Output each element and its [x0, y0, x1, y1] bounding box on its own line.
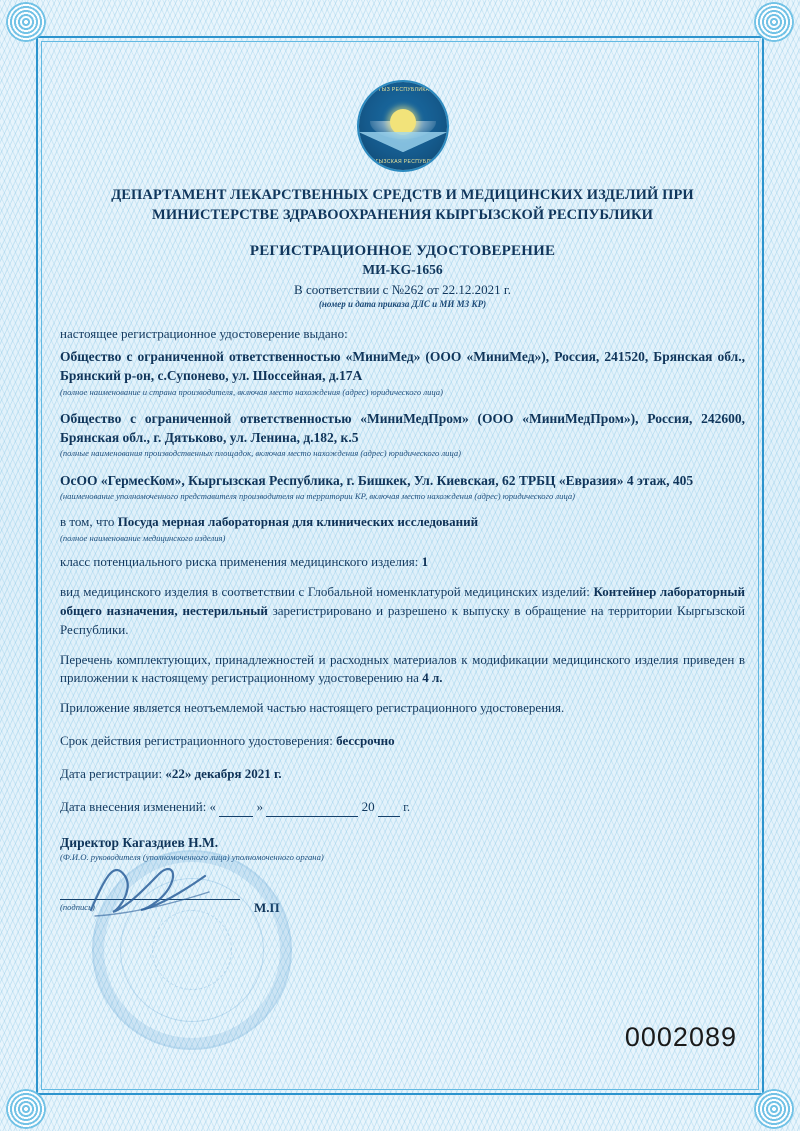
border-band-top: [0, 0, 800, 26]
signature-line[interactable]: [60, 898, 240, 900]
product-line: [60, 513, 745, 532]
amendment-year-blank[interactable]: [378, 816, 400, 817]
registration-date-label: Дата регистрации:: [60, 765, 163, 781]
validity-line: [60, 732, 745, 751]
production-site-text: Общество с ограниченной ответственностью «МиниМедПром» (ООО «МиниМедПром»), Россия, 242600, Брянская обл., г. Дятьково, ул. Ленина, д.182, к.5: [60, 410, 745, 446]
appendix-line: [60, 651, 745, 689]
director-caption: (Ф.И.О. руководителя (уполномоченного лица) уполномоченного органа): [60, 851, 324, 862]
director-name: Директор Кагаздиев Н.М.: [60, 834, 219, 850]
appendix-note: Приложение является неотъемлемой частью настоящего регистрационного удостоверения.: [60, 700, 565, 716]
signature-row: [60, 896, 745, 915]
signature-caption: (подпись): [60, 901, 95, 912]
document-title: РЕГИСТРАЦИОННОЕ УДОСТОВЕРЕНИЕ: [249, 243, 556, 260]
document-number: МИ-KG-1656: [362, 262, 443, 278]
manufacturer-caption: (полное наименование и страна производителя, включая место нахождения (адрес) юридического лица): [60, 386, 443, 397]
corner-rosette-top-right: [754, 2, 794, 42]
product-prefix: в том, что: [60, 514, 115, 530]
order-reference-caption: (номер и дата приказа ДЛС и МИ МЗ КР): [318, 299, 487, 310]
document-content: [60, 60, 745, 1071]
amendment-month-blank[interactable]: [266, 816, 358, 817]
production-site-caption: (полные наименования производственных площадок, включая место нахождения (адрес) юридического лица): [60, 448, 462, 459]
nomenclature-part1: вид медицинского изделия в соответствии с Глобальной номенклатурой медицинских изделий:: [60, 584, 590, 600]
serial-number: 0002089: [624, 1022, 737, 1052]
corner-rosette-top-left: [6, 2, 46, 42]
registration-date-value: «22» декабря 2021 г.: [165, 765, 282, 781]
risk-class-value: 1: [421, 554, 429, 570]
corner-rosette-bottom-right: [754, 1089, 794, 1129]
product-name: Посуда мерная лабораторная для клинических исследований: [117, 514, 479, 530]
validity-label: Срок действия регистрационного удостоверения:: [60, 733, 333, 749]
risk-class-label: класс потенциального риска применения медицинского изделия:: [60, 554, 419, 570]
emblem-mountains: [359, 132, 447, 152]
representative-text: ОсОО «ГермесКом», Кыргызская Республика, г. Бишкек, Ул. Киевская, 62 ТРБЦ «Евразия» 4 этаж, 405: [60, 472, 694, 488]
emblem-ring-text-bottom: КЫРГЫЗСКАЯ РЕСПУБЛИКА: [363, 159, 442, 165]
nomenclature-part2: зарегистрировано и разрешено к выпуску в обращение на территории Кыргызской Республики.: [60, 602, 745, 637]
risk-class-line: [60, 553, 745, 572]
corner-rosette-bottom-left: [6, 1089, 46, 1129]
emblem-container: [60, 82, 745, 170]
issuing-authority-title: ДЕПАРТАМЕНТ ЛЕКАРСТВЕННЫХ СРЕДСТВ И МЕДИЦИНСКИХ ИЗДЕЛИЙ ПРИ МИНИСТЕРСТВЕ ЗДРАВООХРАНЕНИЯ КЫРГЫЗСКОЙ РЕСПУБЛИКИ: [111, 187, 694, 223]
amendment-date-line: [60, 798, 745, 817]
amendment-date-suffix: г.: [403, 798, 411, 814]
amendment-date-mid: »: [256, 798, 264, 814]
amendment-day-blank[interactable]: [219, 816, 253, 817]
registration-date-line: [60, 765, 745, 784]
stamp-label: М.П: [254, 899, 280, 915]
validity-value: бессрочно: [336, 733, 395, 749]
nomenclature-line: [60, 583, 745, 640]
emblem-ring-text-top: КЫРГЫЗ РЕСПУБЛИКАСЫ: [366, 87, 439, 93]
amendment-date-label: Дата внесения изменений: «: [60, 798, 217, 814]
amendment-year-prefix: 20: [361, 798, 375, 814]
product-caption: (полное наименование медицинского изделия): [60, 532, 226, 543]
issued-to-label: настоящее регистрационное удостоверение выдано:: [60, 326, 348, 342]
order-reference: В соответствии с №262 от 22.12.2021 г.: [294, 282, 511, 298]
nomenclature-name: Контейнер лабораторный общего назначения, нестерильный: [60, 584, 746, 618]
appendix-pages: 4 л.: [422, 670, 443, 686]
manufacturer-text: Общество с ограниченной ответственностью «МиниМед» (ООО «МиниМед»), Россия, 241520, Брянская обл., Брянский р-он, с.Супонево, ул. Шоссейная, д.17А: [60, 349, 745, 384]
representative-caption: (наименование уполномоченного представителя производителя на территории КР, включая место нахождения (адрес) юридического лица): [60, 490, 576, 501]
state-emblem-icon: [359, 82, 447, 170]
appendix-part1: Перечень комплектующих, принадлежностей и расходных материалов к модификации медицинского изделия приведен в приложении к настоящему регистрационному удостоверению на: [60, 651, 745, 686]
